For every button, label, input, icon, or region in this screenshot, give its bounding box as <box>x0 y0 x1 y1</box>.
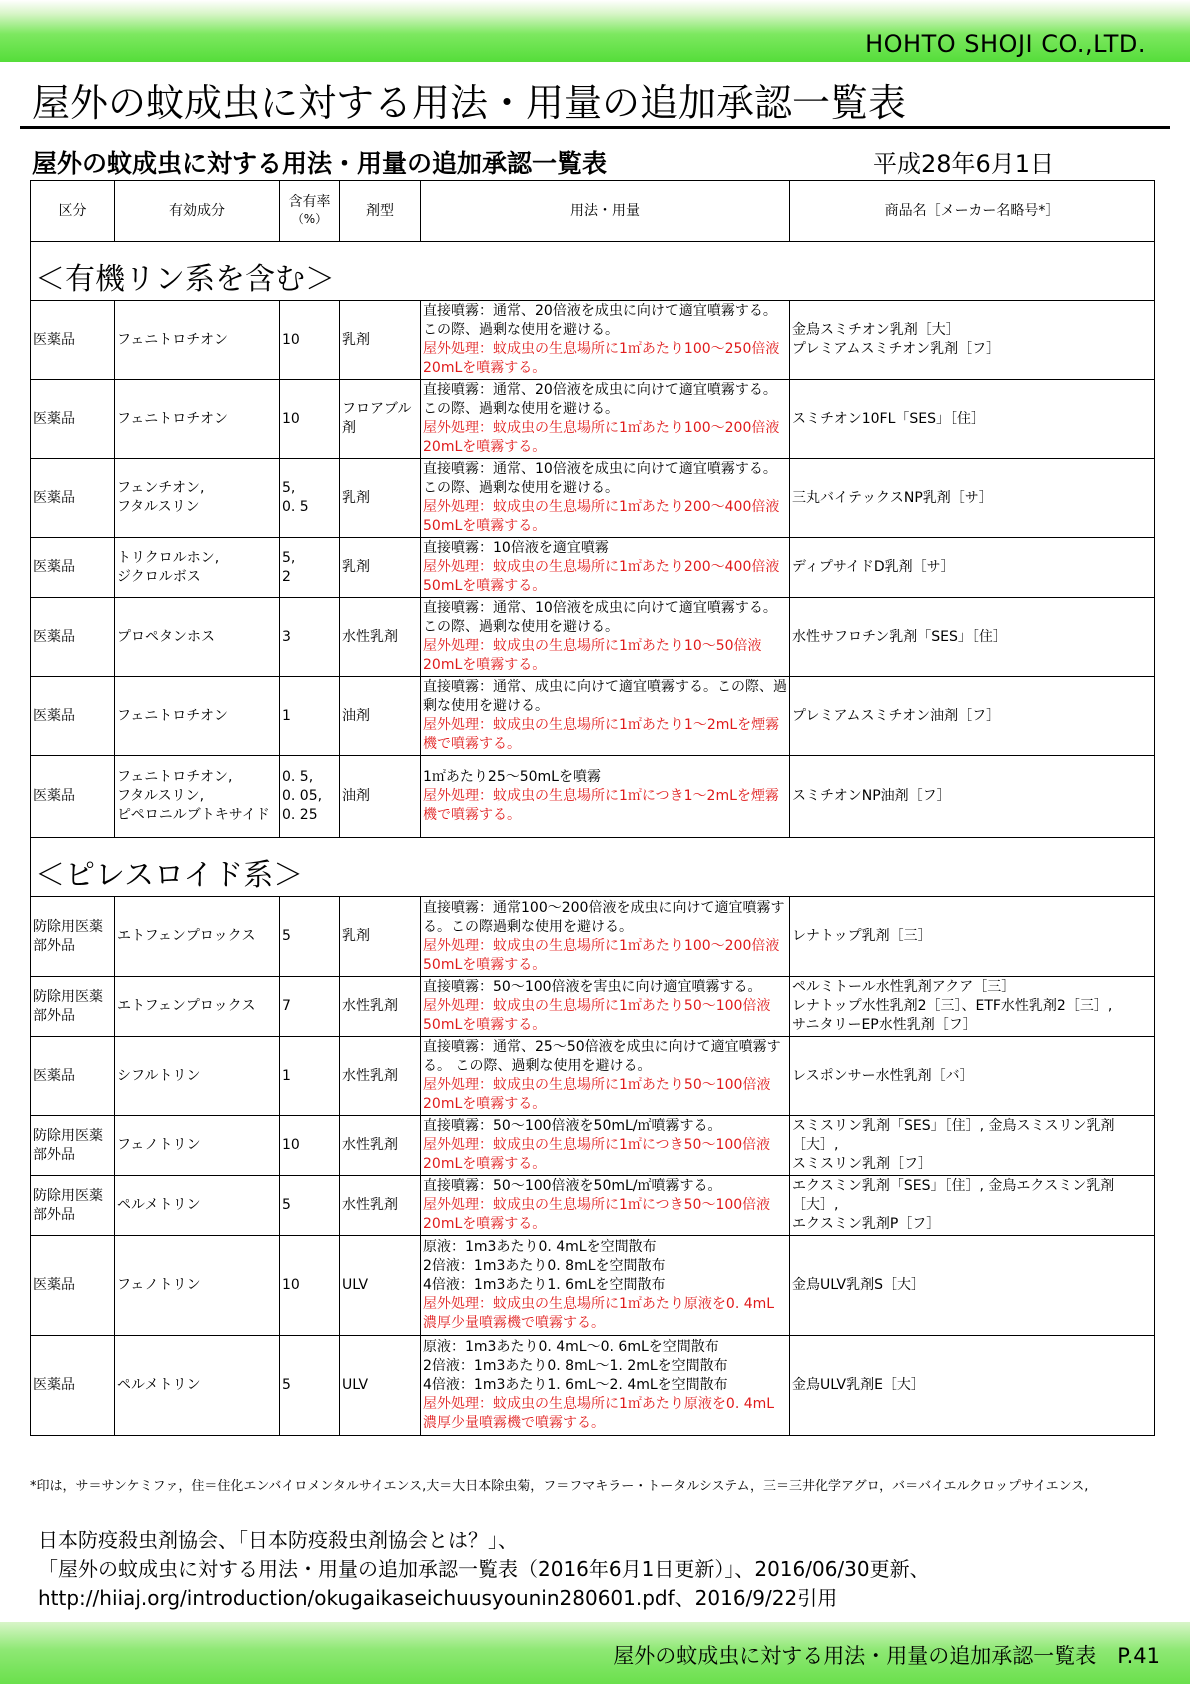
cell-products <box>790 1176 1155 1236</box>
cell-rate-line: 10 <box>282 1277 300 1293</box>
cell-form <box>340 1116 421 1176</box>
cell-category <box>31 1176 115 1236</box>
usage-direct-line: 直接噴霧：通常、20倍液を成虫に向けて適宜噴霧する。 この際、過剰な使用を避ける。 <box>423 382 777 417</box>
product-name: ペルミトール水性乳剤アクア［三］ <box>792 979 1016 995</box>
cell-category-line: 医薬品 <box>33 628 75 645</box>
cell-rate-line: 0. 25 <box>282 807 318 823</box>
cell-ingredient-line: フェノトリン <box>117 1137 201 1153</box>
cell-rate-line: 5 <box>282 928 291 944</box>
usage-direct-line: 原液：1m3あたり0. 4mLを空間散布 <box>423 1239 657 1255</box>
cell-category <box>31 1336 115 1436</box>
cell-form-line: 油剤 <box>342 707 370 724</box>
table-row <box>31 1236 1155 1336</box>
product-name: スミチオンNP油剤［フ］ <box>792 788 951 804</box>
cell-ingredient-line: フタルスリン <box>117 499 200 515</box>
cell-category-line: 防除用医薬 <box>33 1127 103 1144</box>
cell-category-line: 医薬品 <box>33 1277 75 1293</box>
cell-ingredient-line: フェニトロチオン <box>117 410 229 427</box>
product-name: サニタリーEP水性乳剤［フ］ <box>792 1017 977 1033</box>
cell-usage <box>421 1116 790 1176</box>
cell-ingredient <box>115 1176 280 1236</box>
cell-form <box>340 1236 421 1336</box>
cell-ingredient <box>115 1236 280 1336</box>
cell-form-line: ULV <box>342 1377 369 1393</box>
cell-usage <box>421 1336 790 1436</box>
footnote: *印は，サ＝サンケミファ，住＝住化エンバイロメンタルサイエンス,大＝大日本除虫菊，フ＝フマキラー・トータルシステム，三＝三井化学アグロ，バ＝バイエルクロップサイエンス, <box>30 1479 1089 1494</box>
cell-ingredient-line: エトフェンプロックス <box>117 998 256 1014</box>
cell-products <box>790 677 1155 756</box>
product-name: エクスミン乳剤P［フ］ <box>792 1216 941 1232</box>
cell-category-line: 防除用医薬 <box>33 918 103 935</box>
table-row <box>31 1336 1155 1436</box>
cell-products <box>790 598 1155 677</box>
cell-usage <box>421 459 790 538</box>
cell-category <box>31 598 115 677</box>
usage-direct-line: 2倍液：1m3あたり0. 8mLを空間散布 <box>423 1258 666 1274</box>
cell-rate <box>280 756 340 838</box>
source-line-3[interactable]: http://hiiaj.org/introduction/okugaikaseichuusyounin280601.pdf、2016/9/22引用 <box>38 1586 838 1610</box>
cell-form <box>340 677 421 756</box>
usage-direct-line: 1㎡あたり25～50mLを噴霧 <box>423 769 601 785</box>
cell-rate-line: 0. 05, <box>282 788 323 804</box>
product-name: 水性サフロチン乳剤「SES」［住］ <box>792 628 1007 645</box>
source-line-1: 日本防疫殺虫剤協会、「日本防疫殺虫剤協会とは？」、 <box>38 1528 518 1552</box>
section-row <box>31 242 1155 301</box>
cell-rate-line: 10 <box>282 1137 300 1153</box>
table-row <box>31 756 1155 838</box>
column-header-rate-unit: （%） <box>291 212 328 226</box>
approval-table <box>30 180 1155 1436</box>
product-name: レナトップ乳剤［三］ <box>792 928 932 944</box>
usage-outdoor-line: 屋外処理：蚊成虫の生息場所に1㎡につき50～100倍液20mLを噴霧する。 <box>423 1137 771 1172</box>
product-name: エクスミン乳剤「SES」［住］, 金鳥エクスミン乳剤［大］, <box>792 1178 1115 1213</box>
usage-direct-line: 直接噴霧：50～100倍液を50mL/㎡噴霧する。 <box>423 1178 722 1194</box>
cell-ingredient-line: シフルトリン <box>117 1067 201 1084</box>
product-name: スミスリン乳剤「SES」［住］, 金鳥スミスリン乳剤［大］, <box>792 1118 1115 1153</box>
cell-ingredient <box>115 538 280 598</box>
usage-outdoor-line: 屋外処理：蚊成虫の生息場所に1㎡あたり10～50倍液20mLを噴霧する。 <box>423 638 762 673</box>
usage-outdoor-line: 屋外処理：蚊成虫の生息場所に1㎡につき50～100倍液20mLを噴霧する。 <box>423 1197 771 1232</box>
cell-products <box>790 301 1155 380</box>
cell-products <box>790 1037 1155 1116</box>
cell-products <box>790 1336 1155 1436</box>
cell-category-line: 防除用医薬 <box>33 988 103 1005</box>
cell-category <box>31 677 115 756</box>
cell-ingredient <box>115 459 280 538</box>
cell-category-line: 医薬品 <box>33 788 75 804</box>
table-row <box>31 459 1155 538</box>
product-name: 金鳥ULV乳剤S［大］ <box>792 1277 925 1293</box>
cell-usage <box>421 1037 790 1116</box>
cell-rate <box>280 301 340 380</box>
cell-rate <box>280 1176 340 1236</box>
cell-form <box>340 977 421 1037</box>
usage-direct-line: 直接噴霧：通常、10倍液を成虫に向けて適宜噴霧する。 この際、過剰な使用を避ける。 <box>423 600 777 635</box>
cell-ingredient-line: フェノトリン <box>117 1277 201 1293</box>
column-header-rate <box>280 181 340 242</box>
cell-ingredient <box>115 677 280 756</box>
cell-rate <box>280 459 340 538</box>
usage-outdoor-line: 屋外処理：蚊成虫の生息場所に1㎡あたり1～2mLを煙霧機で噴霧する。 <box>423 717 780 752</box>
section-row <box>31 838 1155 897</box>
cell-category <box>31 380 115 459</box>
product-name: ディプサイドD乳剤［サ］ <box>792 559 955 575</box>
usage-outdoor-line: 屋外処理：蚊成虫の生息場所に1㎡につき1～2mLを煙霧機で噴霧する。 <box>423 788 779 823</box>
table-date: 平成28年6月1日 <box>873 150 1055 178</box>
cell-category-line: 部外品 <box>33 1206 75 1223</box>
cell-ingredient <box>115 897 280 977</box>
cell-rate <box>280 977 340 1037</box>
table-row <box>31 538 1155 598</box>
table-row <box>31 677 1155 756</box>
cell-category-line: 医薬品 <box>33 410 75 427</box>
table-row <box>31 301 1155 380</box>
cell-ingredient-line: フェニトロチオン <box>117 707 229 724</box>
section-title: ＜ピレスロイド系＞ <box>31 838 1155 897</box>
table-row <box>31 1176 1155 1236</box>
usage-outdoor-line: 屋外処理：蚊成虫の生息場所に1㎡あたり200～400倍液50mLを噴霧する。 <box>423 559 780 594</box>
cell-usage <box>421 380 790 459</box>
cell-products <box>790 538 1155 598</box>
product-name: スミスリン乳剤［フ］ <box>792 1156 932 1172</box>
cell-ingredient-line: ペルメトリン <box>117 1377 201 1393</box>
usage-direct-line: 直接噴霧：10倍液を適宜噴霧 <box>423 540 609 556</box>
cell-form-line: 水性乳剤 <box>342 998 398 1014</box>
product-name: 三丸バイテックスNP乳剤［サ］ <box>792 489 993 506</box>
table-row <box>31 977 1155 1037</box>
cell-ingredient-line: フタルスリン, <box>117 788 205 804</box>
cell-form <box>340 459 421 538</box>
cell-ingredient-line: ジクロルボス <box>117 568 201 585</box>
product-name: プレミアムスミチオン油剤［フ］ <box>792 707 1001 724</box>
cell-form-line: ULV <box>342 1277 369 1293</box>
source-citation <box>38 1526 930 1613</box>
usage-direct-line: 直接噴霧：50～100倍液を害虫に向け適宜噴霧する。 <box>423 979 762 995</box>
cell-category <box>31 756 115 838</box>
cell-category-line: 医薬品 <box>33 559 75 575</box>
cell-form <box>340 538 421 598</box>
bottom-banner <box>0 1622 1190 1684</box>
cell-usage <box>421 598 790 677</box>
cell-form <box>340 756 421 838</box>
cell-products <box>790 977 1155 1037</box>
cell-form-line: 水性乳剤 <box>342 1197 398 1213</box>
usage-direct-line: 直接噴霧：通常、成虫に向けて適宜噴霧する。この際、過剰な使用を避ける。 <box>423 679 787 714</box>
cell-ingredient-line: フェニトロチオン, <box>117 769 233 785</box>
usage-direct-line: 直接噴霧：50～100倍液を50mL/㎡噴霧する。 <box>423 1118 722 1134</box>
usage-outdoor-line: 屋外処理：蚊成虫の生息場所に1㎡あたり50～100倍液50mLを噴霧する。 <box>423 998 771 1033</box>
section-title: ＜有機リン系を含む＞ <box>31 242 1155 301</box>
cell-category-line: 部外品 <box>33 1146 75 1163</box>
cell-rate <box>280 1236 340 1336</box>
cell-rate-line: 10 <box>282 331 300 348</box>
cell-form-line: 水性乳剤 <box>342 1137 398 1153</box>
cell-form <box>340 1336 421 1436</box>
cell-usage <box>421 301 790 380</box>
product-name: 金鳥スミチオン乳剤［大］ <box>792 322 960 338</box>
cell-ingredient <box>115 1336 280 1436</box>
cell-category <box>31 301 115 380</box>
cell-category <box>31 538 115 598</box>
cell-products <box>790 459 1155 538</box>
product-name: レナトップ水性乳剤2［三］、ETF水性乳剤2［三］, <box>792 998 1113 1014</box>
source-line-2: 「屋外の蚊成虫に対する用法・用量の追加承認一覧表（2016年6月1日更新）」、2016/06/30更新、 <box>38 1557 930 1581</box>
usage-outdoor-line: 屋外処理：蚊成虫の生息場所に1㎡あたり100～200倍液20mLを噴霧する。 <box>423 420 780 455</box>
cell-rate-line: 0. 5, <box>282 769 314 785</box>
cell-category <box>31 1037 115 1116</box>
cell-category <box>31 459 115 538</box>
cell-rate-line: 5 <box>282 1377 291 1393</box>
cell-rate <box>280 380 340 459</box>
cell-form-line: 乳剤 <box>342 331 370 348</box>
usage-direct-line: 2倍液：1m3あたり0. 8mL～1. 2mLを空間散布 <box>423 1358 728 1374</box>
usage-direct-line: 原液：1m3あたり0. 4mL～0. 6mLを空間散布 <box>423 1339 719 1355</box>
table-row <box>31 897 1155 977</box>
cell-category-line: 医薬品 <box>33 331 75 348</box>
column-header-rate-label: 含有率 <box>288 194 331 210</box>
product-name: レスポンサー水性乳剤［バ］ <box>792 1067 974 1084</box>
cell-form <box>340 897 421 977</box>
column-header-category: 区分 <box>31 181 115 242</box>
column-header-form: 剤型 <box>340 181 421 242</box>
cell-category-line: 医薬品 <box>33 1067 75 1084</box>
cell-form <box>340 1037 421 1116</box>
cell-products <box>790 380 1155 459</box>
cell-rate <box>280 1336 340 1436</box>
table-row <box>31 1116 1155 1176</box>
cell-form <box>340 301 421 380</box>
cell-ingredient <box>115 598 280 677</box>
table-title: 屋外の蚊成虫に対する用法・用量の追加承認一覧表 <box>32 149 608 178</box>
cell-usage <box>421 1176 790 1236</box>
cell-form-line: 水性乳剤 <box>342 628 398 645</box>
cell-category-line: 医薬品 <box>33 489 75 506</box>
cell-category <box>31 1236 115 1336</box>
cell-ingredient-line: ピペロニルブトキサイド <box>117 807 270 823</box>
cell-category-line: 医薬品 <box>33 707 75 724</box>
cell-rate <box>280 1116 340 1176</box>
product-name: スミチオン10FL「SES」［住］ <box>792 410 986 427</box>
table-row <box>31 1037 1155 1116</box>
page-title: 屋外の蚊成虫に対する用法・用量の追加承認一覧表 <box>32 81 907 125</box>
column-header-products: 商品名［メーカー名略号*］ <box>790 181 1155 242</box>
table-row <box>31 598 1155 677</box>
cell-usage <box>421 756 790 838</box>
cell-rate <box>280 1037 340 1116</box>
cell-rate-line: 10 <box>282 410 300 427</box>
cell-form-line: 乳剤 <box>342 559 370 575</box>
usage-outdoor-line: 屋外処理：蚊成虫の生息場所に1㎡あたり100～200倍液50mLを噴霧する。 <box>423 937 780 973</box>
cell-ingredient <box>115 977 280 1037</box>
usage-outdoor-line: 屋外処理：蚊成虫の生息場所に1㎡あたり100～250倍液20mLを噴霧する。 <box>423 341 780 376</box>
cell-ingredient-line: プロペタンホス <box>117 628 215 645</box>
usage-direct-line: 直接噴霧：通常100～200倍液を成虫に向けて適宜噴霧する。この際過剰な使用を避ける。 <box>423 899 785 935</box>
product-name: プレミアムスミチオン乳剤［フ］ <box>792 341 1001 357</box>
cell-rate <box>280 677 340 756</box>
cell-products <box>790 1116 1155 1176</box>
cell-rate-line: 5, <box>282 549 296 566</box>
usage-direct-line: 4倍液：1m3あたり1. 6mLを空間散布 <box>423 1277 666 1293</box>
cell-rate <box>280 598 340 677</box>
cell-category-line: 防除用医薬 <box>33 1187 103 1204</box>
cell-ingredient-line: ペルメトリン <box>117 1197 201 1213</box>
usage-direct-line: 直接噴霧：通常、10倍液を成虫に向けて適宜噴霧する。 この際、過剰な使用を避ける。 <box>423 461 777 496</box>
cell-form <box>340 598 421 677</box>
cell-category-line: 部外品 <box>33 937 75 954</box>
cell-rate-line: 2 <box>282 568 291 585</box>
company-name: HOHTO SHOJI CO.,LTD. <box>865 30 1146 58</box>
cell-usage <box>421 1236 790 1336</box>
cell-ingredient-line: エトフェンプロックス <box>117 928 256 944</box>
cell-ingredient-line: トリクロルホン, <box>117 549 220 566</box>
cell-category <box>31 1116 115 1176</box>
cell-rate-line: 3 <box>282 628 291 645</box>
title-divider <box>20 126 1170 129</box>
usage-outdoor-line: 屋外処理：蚊成虫の生息場所に1㎡あたり50～100倍液20mLを噴霧する。 <box>423 1077 771 1112</box>
usage-outdoor-line: 屋外処理：蚊成虫の生息場所に1㎡あたり原液を0. 4mL濃厚少量噴霧機で噴霧する。 <box>423 1396 775 1431</box>
cell-usage <box>421 677 790 756</box>
cell-usage <box>421 897 790 977</box>
cell-form <box>340 380 421 459</box>
cell-rate-line: 5 <box>282 1197 291 1213</box>
cell-category <box>31 977 115 1037</box>
cell-rate <box>280 897 340 977</box>
cell-ingredient-line: フェンチオン, <box>117 480 205 496</box>
cell-rate-line: 0. 5 <box>282 499 309 515</box>
cell-form-line: 油剤 <box>342 788 370 804</box>
cell-category-line: 医薬品 <box>33 1377 75 1393</box>
cell-rate-line: 1 <box>282 707 291 724</box>
table-header-row <box>31 181 1155 242</box>
column-header-ingredient: 有効成分 <box>115 181 280 242</box>
page-number-label: 屋外の蚊成虫に対する用法・用量の追加承認一覧表 P.41 <box>613 1644 1160 1668</box>
cell-ingredient <box>115 380 280 459</box>
cell-rate-line: 1 <box>282 1067 291 1084</box>
cell-ingredient <box>115 301 280 380</box>
cell-form-line: 乳剤 <box>342 489 370 506</box>
cell-ingredient <box>115 756 280 838</box>
cell-products <box>790 1236 1155 1336</box>
cell-ingredient-line: フェニトロチオン <box>117 331 229 348</box>
usage-outdoor-line: 屋外処理：蚊成虫の生息場所に1㎡あたり200～400倍液50mLを噴霧する。 <box>423 499 780 534</box>
cell-products <box>790 897 1155 977</box>
usage-direct-line: 直接噴霧：通常、25～50倍液を成虫に向けて適宜噴霧する。 この際、過剰な使用を避ける。 <box>423 1039 781 1074</box>
cell-products <box>790 756 1155 838</box>
usage-direct-line: 直接噴霧：通常、20倍液を成虫に向けて適宜噴霧する。 この際、過剰な使用を避ける。 <box>423 303 777 338</box>
column-header-usage: 用法・用量 <box>421 181 790 242</box>
cell-category-line: 部外品 <box>33 1007 75 1024</box>
cell-category <box>31 897 115 977</box>
cell-ingredient <box>115 1116 280 1176</box>
cell-rate-line: 7 <box>282 998 291 1014</box>
table-row <box>31 380 1155 459</box>
cell-usage <box>421 977 790 1037</box>
cell-usage <box>421 538 790 598</box>
usage-direct-line: 4倍液：1m3あたり1. 6mL～2. 4mLを空間散布 <box>423 1377 728 1393</box>
cell-form-line: 水性乳剤 <box>342 1067 398 1084</box>
cell-rate <box>280 538 340 598</box>
product-name: 金鳥ULV乳剤E［大］ <box>792 1377 925 1393</box>
cell-ingredient <box>115 1037 280 1116</box>
top-banner <box>0 0 1190 62</box>
cell-form-line: 乳剤 <box>342 928 370 944</box>
cell-rate-line: 5, <box>282 480 296 496</box>
cell-form <box>340 1176 421 1236</box>
cell-form-line: フロアブル剤 <box>342 401 412 436</box>
usage-outdoor-line: 屋外処理：蚊成虫の生息場所に1㎡あたり原液を0. 4mL濃厚少量噴霧機で噴霧する。 <box>423 1296 775 1331</box>
